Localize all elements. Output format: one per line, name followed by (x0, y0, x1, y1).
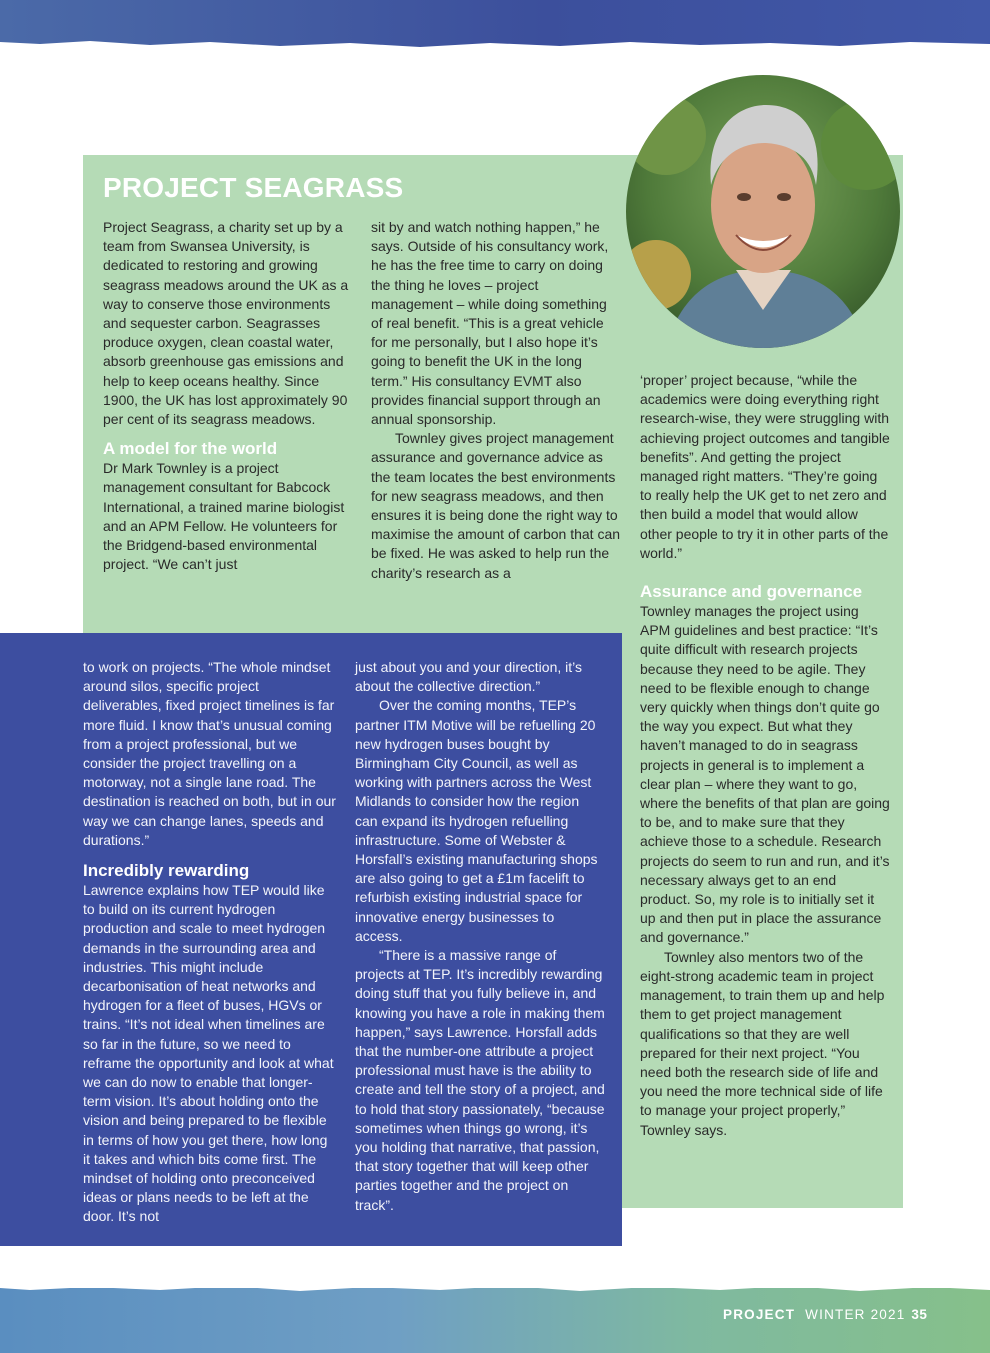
page-footer (723, 1307, 927, 1322)
bottom-band-torn-edge (0, 1280, 990, 1296)
article-title: PROJECT SEAGRASS (103, 172, 404, 203)
column-5 (355, 658, 605, 1215)
paragraph: to work on projects. “The whole mindset around silos, specific project deliverables, fixed project timelines is far more fluid. I know that’s unusual coming from a project professional, but we consider the project travelling on a motorway, not a single lane road. The destination is reached on both, but in our way we can change lanes, speeds and durations.” (83, 659, 336, 848)
paragraph: ‘proper’ project because, “while the academics were doing everything right research-wise, they were struggling with achieving project outcomes and tangible benefits”. And getting the project managed right matters. “They’re going to really help the UK get to net zero and then build a model that would allow other people to try it in other parts of the world.” (640, 372, 890, 561)
paragraph: just about you and your direction, it’s about the collective direction.” (355, 659, 582, 695)
column-4 (83, 658, 338, 1227)
paragraph: Townley gives project management assurance and governance advice as the team locates the best environments for new seagrass meadows, and then ensures it is being done the right way to maximise the amount of carbon that can be fixed. He was asked to help run the charity’s research as a (371, 430, 621, 581)
paragraph: Townley also mentors two of the eight-strong academic team in project management, to train them up and help them to get project management qualifications so that they are well prepared for their next project. “You need both the research side of life and you need the more technical side of life to manage your project properly,” Townley says. (640, 948, 885, 1138)
portrait-photo (626, 75, 900, 348)
column-3 (640, 371, 890, 1140)
page-number: 35 (911, 1307, 928, 1322)
paragraph: Over the coming months, TEP’s partner ITM Motive will be refuelling 20 new hydrogen buses bought by Birmingham City Council, as well as working with partners across the West Midlands to consider how the region can expand its hydrogen refuelling infrastructure. Some of Webster & Horsfall’s existing manufacturing shops are also going to get a £1m facelift to refurbish existing industrial space for innovative energy businesses to access. (355, 697, 598, 944)
subheading-incredibly-rewarding: Incredibly rewarding (83, 861, 250, 881)
paragraph: Lawrence explains how TEP would like to build on its current hydrogen production and scale to meet hydrogen demands in the surrounding area and industries. This might include decarbonisation of heat networks and hydrogen for a fleet of buses, HGVs or trains. “It’s not ideal when timelines are so far in the future, so we need to reframe the opportunity and look at what we can do now to enable that longer-term vision. It’s about holding onto the vision and being prepared to be flexible in terms of how you get there, how long it takes and which bits come first. The mindset of holding onto preconceived ideas or plans needs to be left at the door. It’s not (83, 882, 334, 1225)
issue-season: WINTER 2021 (805, 1307, 906, 1322)
subheading-model-for-the-world: A model for the world (103, 439, 278, 459)
top-band-torn-edge (0, 38, 990, 52)
magazine-name: PROJECT (723, 1307, 796, 1322)
subheading-assurance-and-governance: Assurance and governance (640, 582, 863, 602)
paragraph: Townley manages the project using APM guidelines and best practice: “It’s quite difficult with research projects because they need to be agile. They need to be flexible enough to change very quickly when things don’t quite go the way you expect. But what they haven’t managed to do in seagrass projects in general is to implement a clear plan – where they want to go, where the benefits of that plan are going to be, and to make sure that they achieve those to a schedule. Research projects do seem to run and run, and it’s necessary always get to an end product. So, my role is to initially set it up and then put in place the assurance and governance.” (640, 603, 890, 946)
paragraph: Dr Mark Townley is a project management consultant for Babcock International, a trained marine biologist and an APM Fellow. He volunteers for the Bridgend-based environmental project. “We can’t just (103, 460, 345, 573)
paragraph: “There is a massive range of projects at TEP. It’s incredibly rewarding doing stuff that you fully believe in, and knowing you have a role in making them happen,” says Lawrence. Horsfall adds that the number-one attribute a project professional must have is the ability to create and tell the story of a project, and to hold that story passionately, “because sometimes when things go wrong, it’s you holding that narrative, that passion, that story together that will keep other parties together and the project on track”. (355, 947, 605, 1213)
paragraph: Project Seagrass, a charity set up by a team from Swansea University, is dedicated to restoring and growing seagrass meadows around the UK as a way to conserve those environments and sequester carbon. Seagrasses produce oxygen, clean coastal water, absorb greenhouse gas emissions and help to keep oceans healthy. Since 1900, the UK has lost approximately 90 per cent of its seagrass meadows. (103, 219, 349, 428)
portrait-illustration (626, 75, 900, 348)
paragraph: sit by and watch nothing happen,” he says. Outside of his consultancy work, he has the free time to carry on doing the thing he loves – project management – while doing something of real benefit. “This is a great vehicle for me personally, but I also hope it’s going to benefit the UK in the long term.” His consultancy EVMT also provides financial support through an annual sponsorship. (371, 219, 609, 428)
column-2 (371, 218, 621, 583)
column-1 (103, 218, 353, 574)
